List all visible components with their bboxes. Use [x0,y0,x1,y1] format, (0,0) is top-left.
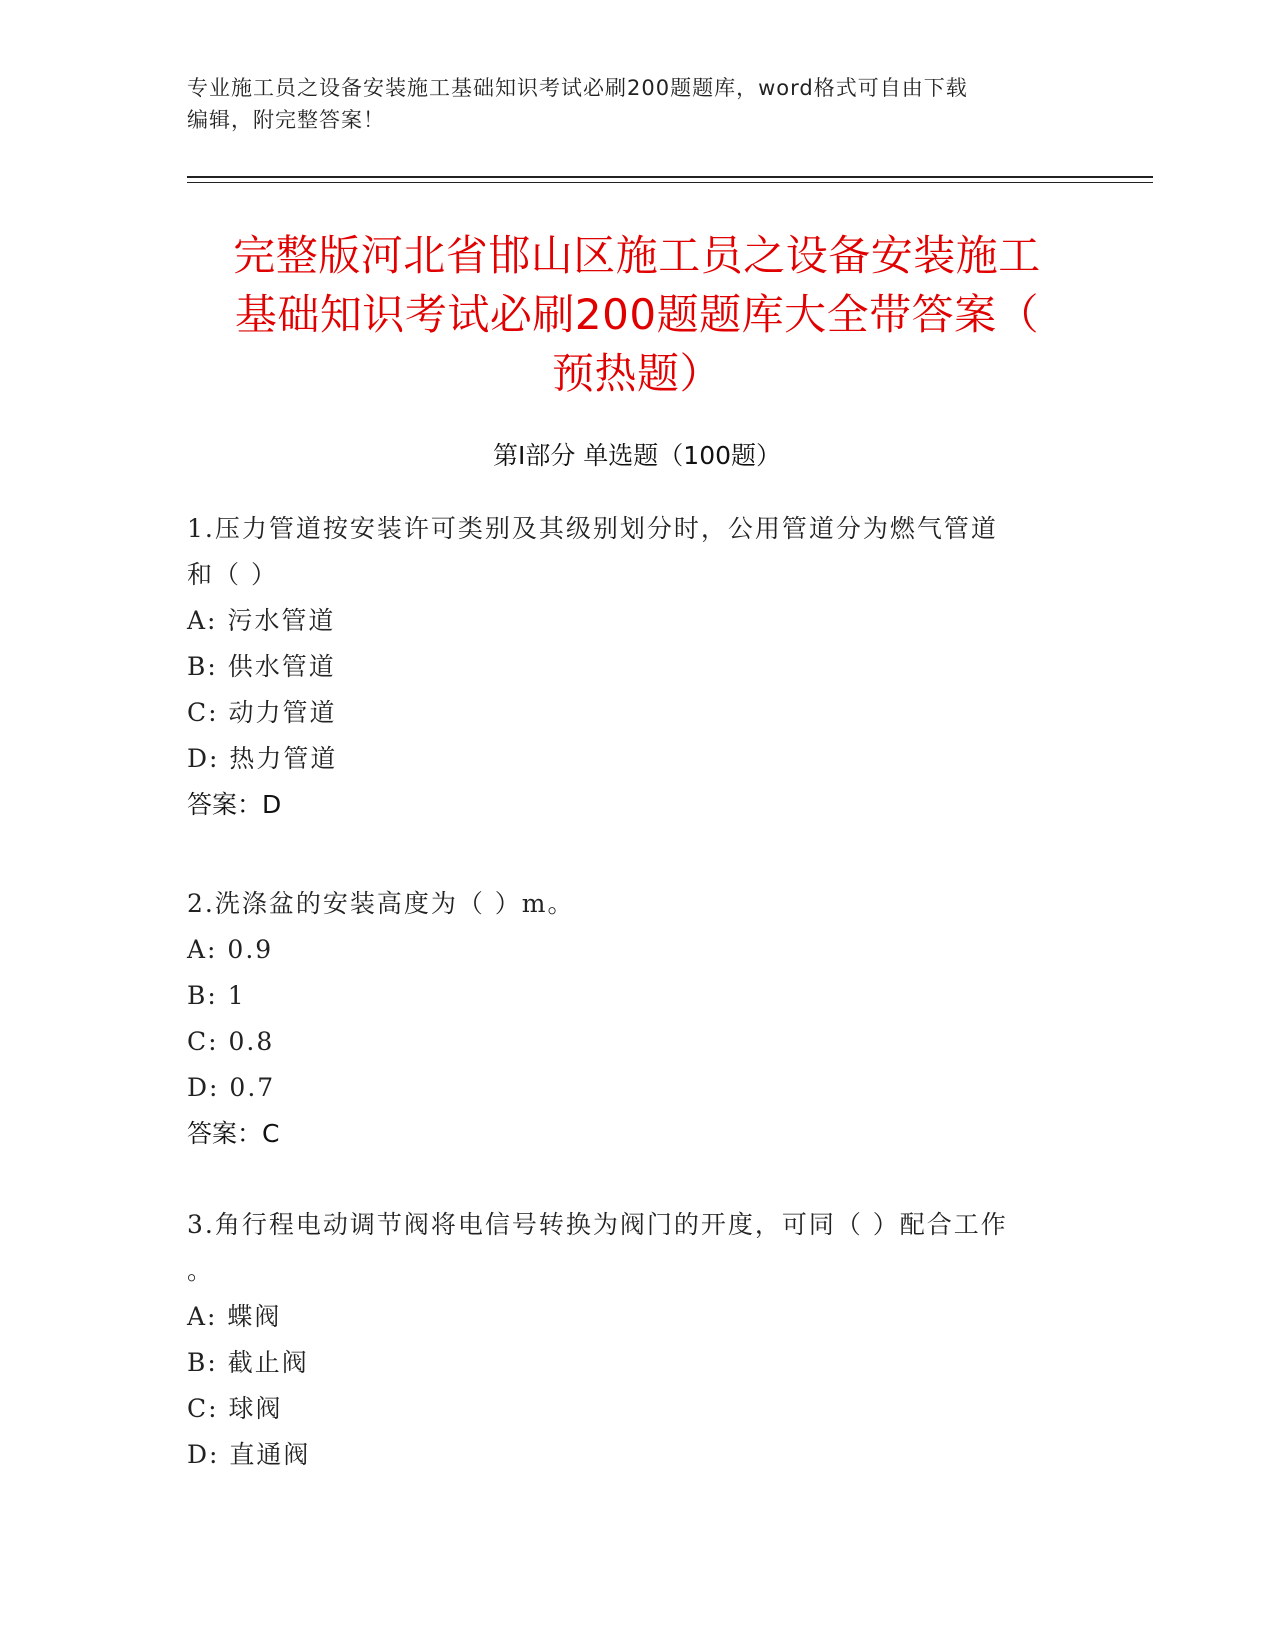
title-line-3: 预热题） [551,349,722,398]
document-title [187,226,1087,403]
question-3-stem-line-1: 3.角行程电动调节阀将电信号转换为阀门的开度，可同（ ）配合工作 [187,1210,1008,1239]
question-3-option-b: B: 截止阀 [187,1348,309,1377]
document-header [187,72,1087,136]
question-1-answer: 答案：D [187,790,282,819]
question-1-stem-line-2: 和（ ） [187,560,278,589]
question-1 [187,506,1067,828]
question-2-stem: 2.洗涤盆的安装高度为（ ）m。 [187,889,575,918]
question-1-stem-line-1: 1.压力管道按安装许可类别及其级别划分时，公用管道分为燃气管道 [187,514,998,543]
header-divider-thin [187,182,1153,183]
question-1-option-c: C: 动力管道 [187,698,337,727]
header-line-2: 编辑，附完整答案！ [187,108,385,132]
question-1-option-a: A: 污水管道 [187,606,336,635]
question-2-answer: 答案：C [187,1119,280,1148]
question-3-option-c: C: 球阀 [187,1394,283,1423]
header-line-1: 专业施工员之设备安装施工基础知识考试必刷200题题库，word格式可自由下载 [187,76,968,100]
question-3-option-a: A: 蝶阀 [187,1302,282,1331]
title-line-2: 基础知识考试必刷200题题库大全带答案（ [234,290,1040,339]
title-line-1: 完整版河北省邯山区施工员之设备安装施工 [233,231,1041,280]
question-1-option-b: B: 供水管道 [187,652,336,681]
question-2 [187,881,1067,1157]
question-3-stem [187,1202,1067,1294]
question-2-option-b: B: 1 [187,981,246,1010]
section-heading: 第Ⅰ部分 单选题（100题） [492,441,782,470]
question-3-option-d: D: 直通阀 [187,1440,311,1469]
question-3 [187,1202,1067,1478]
question-3-stem-line-2: 。 [187,1256,215,1285]
question-1-stem [187,506,1067,598]
question-2-option-a: A: 0.9 [187,935,274,964]
header-divider-thick [187,176,1153,178]
question-2-option-c: C: 0.8 [187,1027,275,1056]
question-2-option-d: D: 0.7 [187,1073,276,1102]
question-1-option-d: D: 热力管道 [187,744,338,773]
